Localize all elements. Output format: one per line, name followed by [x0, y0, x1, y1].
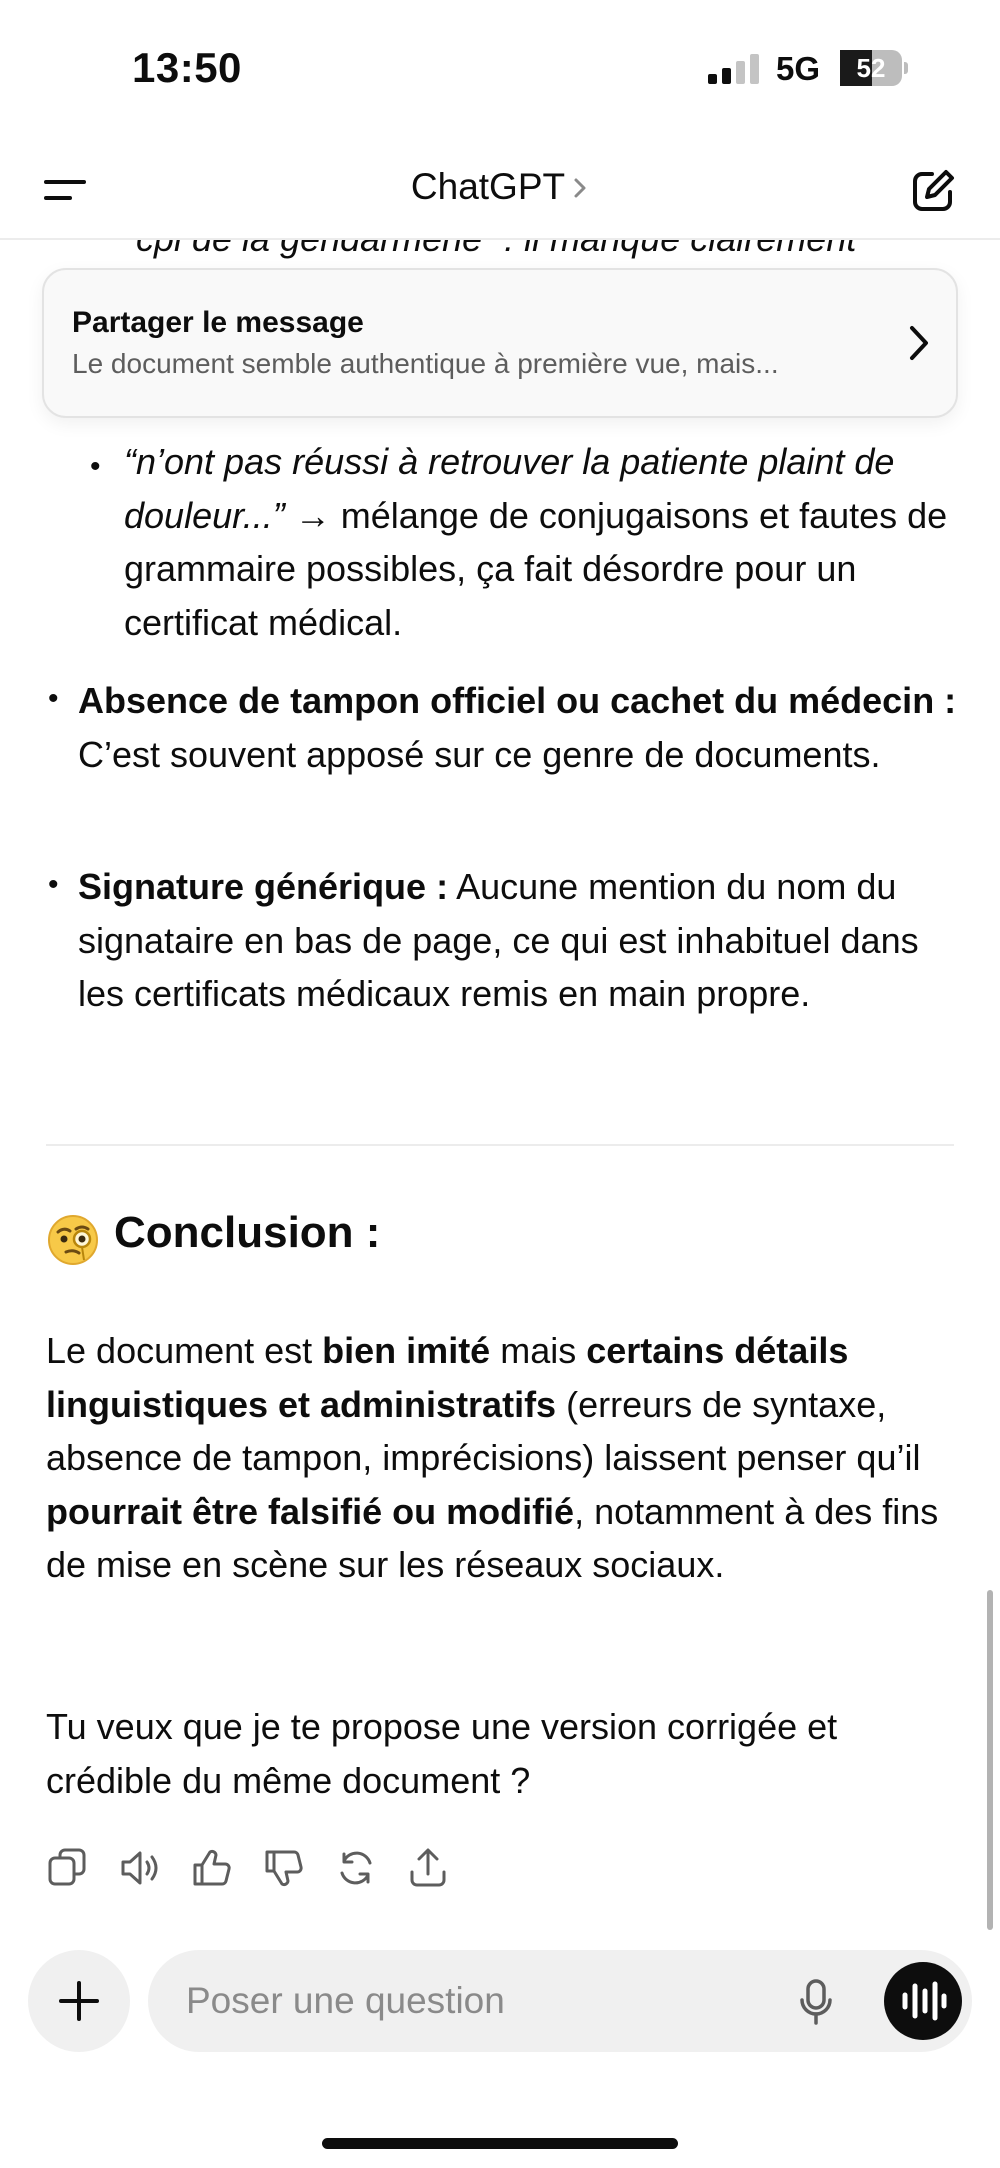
battery-percent: 52	[856, 53, 886, 83]
conclusion-heading: Conclusion :	[114, 1208, 381, 1257]
share-banner-title: Partager le message	[72, 306, 364, 339]
conclusion-text: Le document est	[46, 1330, 323, 1371]
bullet-bold: Absence de tampon officiel ou cachet du médecin :	[78, 680, 957, 721]
add-attachment-button[interactable]	[28, 1950, 130, 2052]
input-placeholder: Poser une question	[186, 1980, 505, 2021]
bullet-body: Aucune mention du nom du signataire en bas de page, ce qui est inhabituel dans les certificats médicaux remis en main propre.	[78, 866, 919, 1014]
bullet-body: C’est souvent apposé sur ce genre de documents.	[78, 733, 881, 775]
monocle-face-icon	[46, 1212, 100, 1266]
sub-bullet-text	[124, 435, 954, 649]
cellular-signal-icon	[708, 54, 762, 84]
app-title[interactable]: ChatGPT	[410, 166, 566, 207]
thumbs-down-icon[interactable]	[262, 1846, 306, 1890]
compose-icon[interactable]	[908, 166, 958, 216]
thumbs-up-icon[interactable]	[190, 1846, 234, 1890]
home-indicator	[322, 2138, 678, 2149]
share-icon[interactable]	[406, 1846, 450, 1890]
top-bar	[0, 140, 1000, 240]
sub-bullet-quote: “n’ont pas réussi à retrouver la patiente plaint de douleur...”	[124, 441, 895, 536]
follow-up-question: Tu veux que je te propose une version corrigée et crédible du même document ?	[46, 1706, 838, 1801]
read-aloud-icon[interactable]	[118, 1846, 162, 1890]
network-type: 5G	[776, 50, 821, 87]
chevron-right-icon[interactable]	[904, 318, 934, 368]
status-time: 13:50	[132, 44, 242, 91]
message-input[interactable]	[148, 1950, 972, 2052]
microphone-icon[interactable]	[798, 1978, 834, 2026]
model-selector[interactable]	[0, 166, 1000, 208]
conclusion-bold: certains détails linguistiques et administratifs	[46, 1330, 849, 1425]
battery-icon	[840, 50, 908, 86]
regenerate-icon[interactable]	[334, 1846, 378, 1890]
bullet-bold: Signature générique :	[78, 866, 449, 907]
bullet-item-signature	[78, 860, 958, 1021]
bullet-item-stamp	[78, 674, 958, 781]
conclusion-bold: pourrait être falsifié ou modifié	[46, 1490, 575, 1532]
conclusion-paragraph	[46, 1324, 958, 1592]
waveform-icon	[884, 1962, 962, 2040]
share-banner-subtitle: Le document semble authentique à première vue, mais...	[72, 348, 779, 379]
conclusion-text: mais	[490, 1330, 587, 1371]
chevron-right-icon	[571, 175, 589, 201]
scrollbar[interactable]	[987, 1590, 993, 1930]
copy-icon[interactable]	[46, 1846, 90, 1890]
sub-bullet-dot: •	[90, 450, 101, 483]
conclusion-text: (erreurs de syntaxe, absence de tampon, imprécisions) laissent penser qu’il	[46, 1383, 921, 1478]
sub-bullet-body: → mélange de conjugaisons et fautes de grammaire possibles, ça fait désordre pour un certificat médical.	[124, 494, 948, 643]
share-message-banner[interactable]	[42, 268, 958, 418]
section-divider	[46, 1144, 954, 1146]
conclusion-bold: bien imité	[322, 1330, 491, 1371]
conversation[interactable]	[0, 242, 1000, 1952]
bullet-dot: •	[48, 868, 59, 901]
voice-mode-button[interactable]	[884, 1962, 962, 2040]
plus-icon	[28, 1950, 130, 2052]
conclusion-text: , notamment à des fins de mise en scène sur les réseaux sociaux.	[46, 1490, 939, 1585]
bullet-dot: •	[48, 682, 59, 715]
